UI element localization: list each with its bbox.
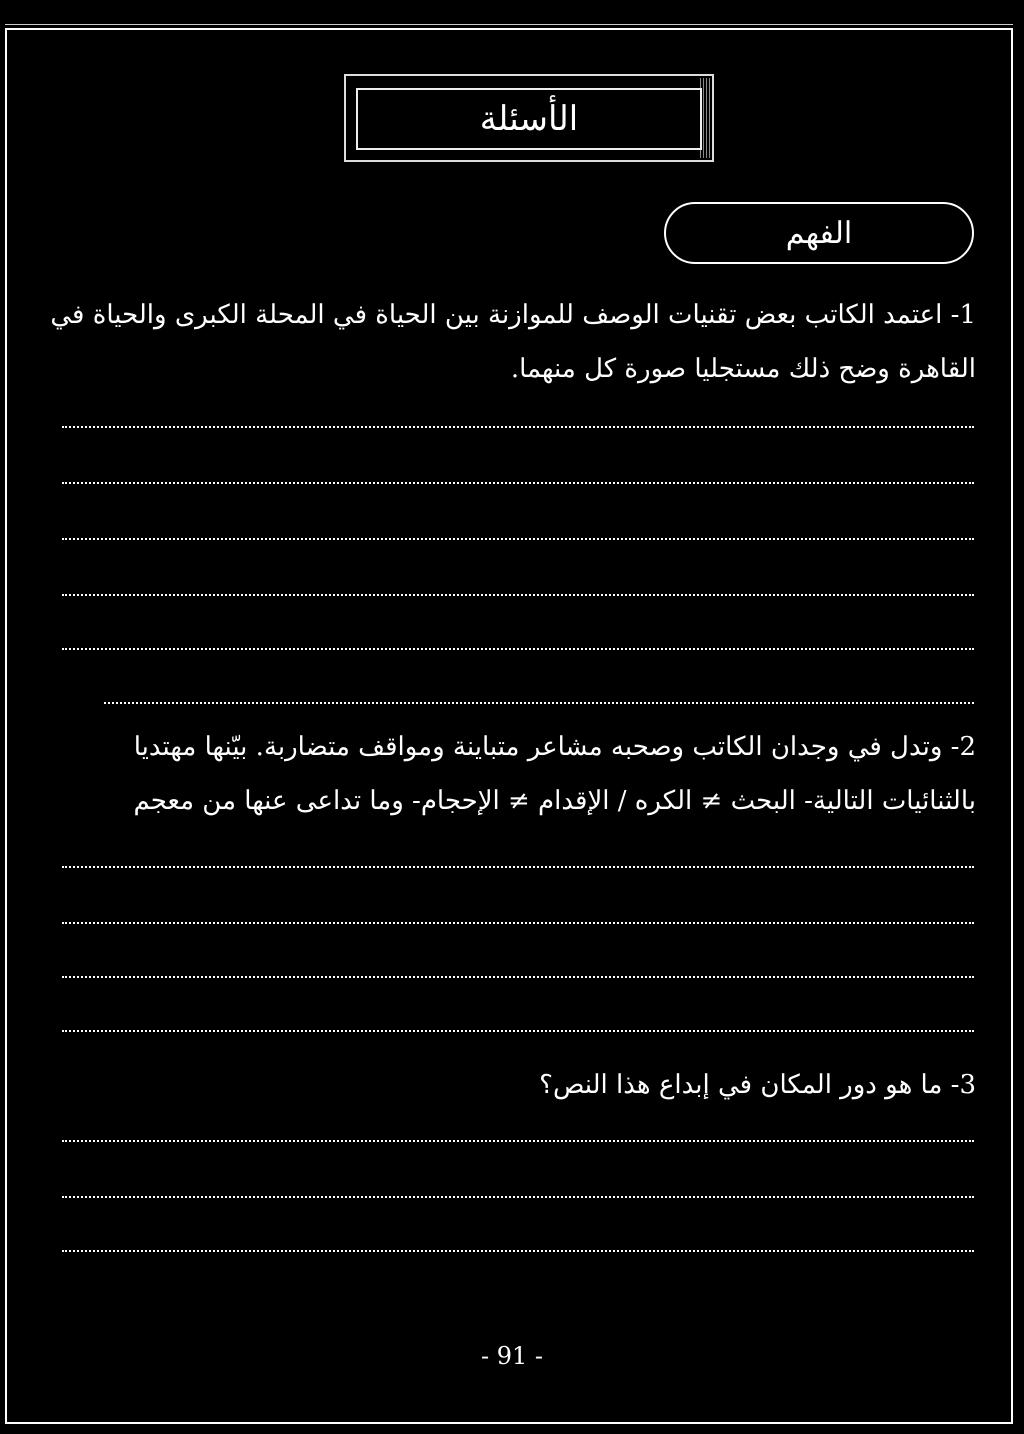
- question-2-line-2: بالثنائيات التالية- البحث ≠ الكره / الإقدام ≠ الإحجام- وما تداعى عنها من معجم: [133, 786, 976, 816]
- answer-line: [62, 1030, 974, 1032]
- section-label: الفهم: [664, 202, 974, 264]
- page-number: - 91 -: [480, 1342, 543, 1370]
- answer-line: [62, 538, 974, 540]
- answer-line: [62, 922, 974, 924]
- answer-line: [62, 866, 974, 868]
- answer-line: [104, 702, 974, 704]
- answer-line: [62, 426, 974, 428]
- answer-line: [62, 1196, 974, 1198]
- question-3-line-1: 3- ما هو دور المكان في إبداع هذا النص؟: [539, 1070, 976, 1100]
- question-1-line-2: القاهرة وضح ذلك مستجليا صورة كل منهما.: [510, 354, 976, 384]
- answer-line: [62, 648, 974, 650]
- answer-line: [62, 1140, 974, 1142]
- question-1-line-1: 1- اعتمد الكاتب بعض تقنيات الوصف للموازنة بين الحياة في المحلة الكبرى والحياة في: [50, 300, 976, 330]
- page-title: الأسئلة: [356, 88, 702, 150]
- answer-line: [62, 976, 974, 978]
- answer-line: [62, 1250, 974, 1252]
- answer-line: [62, 482, 974, 484]
- answer-line: [62, 594, 974, 596]
- question-2-line-1: 2- وتدل في وجدان الكاتب وصحبه مشاعر متباينة ومواقف متضاربة. بيّنها مهتديا: [133, 732, 976, 762]
